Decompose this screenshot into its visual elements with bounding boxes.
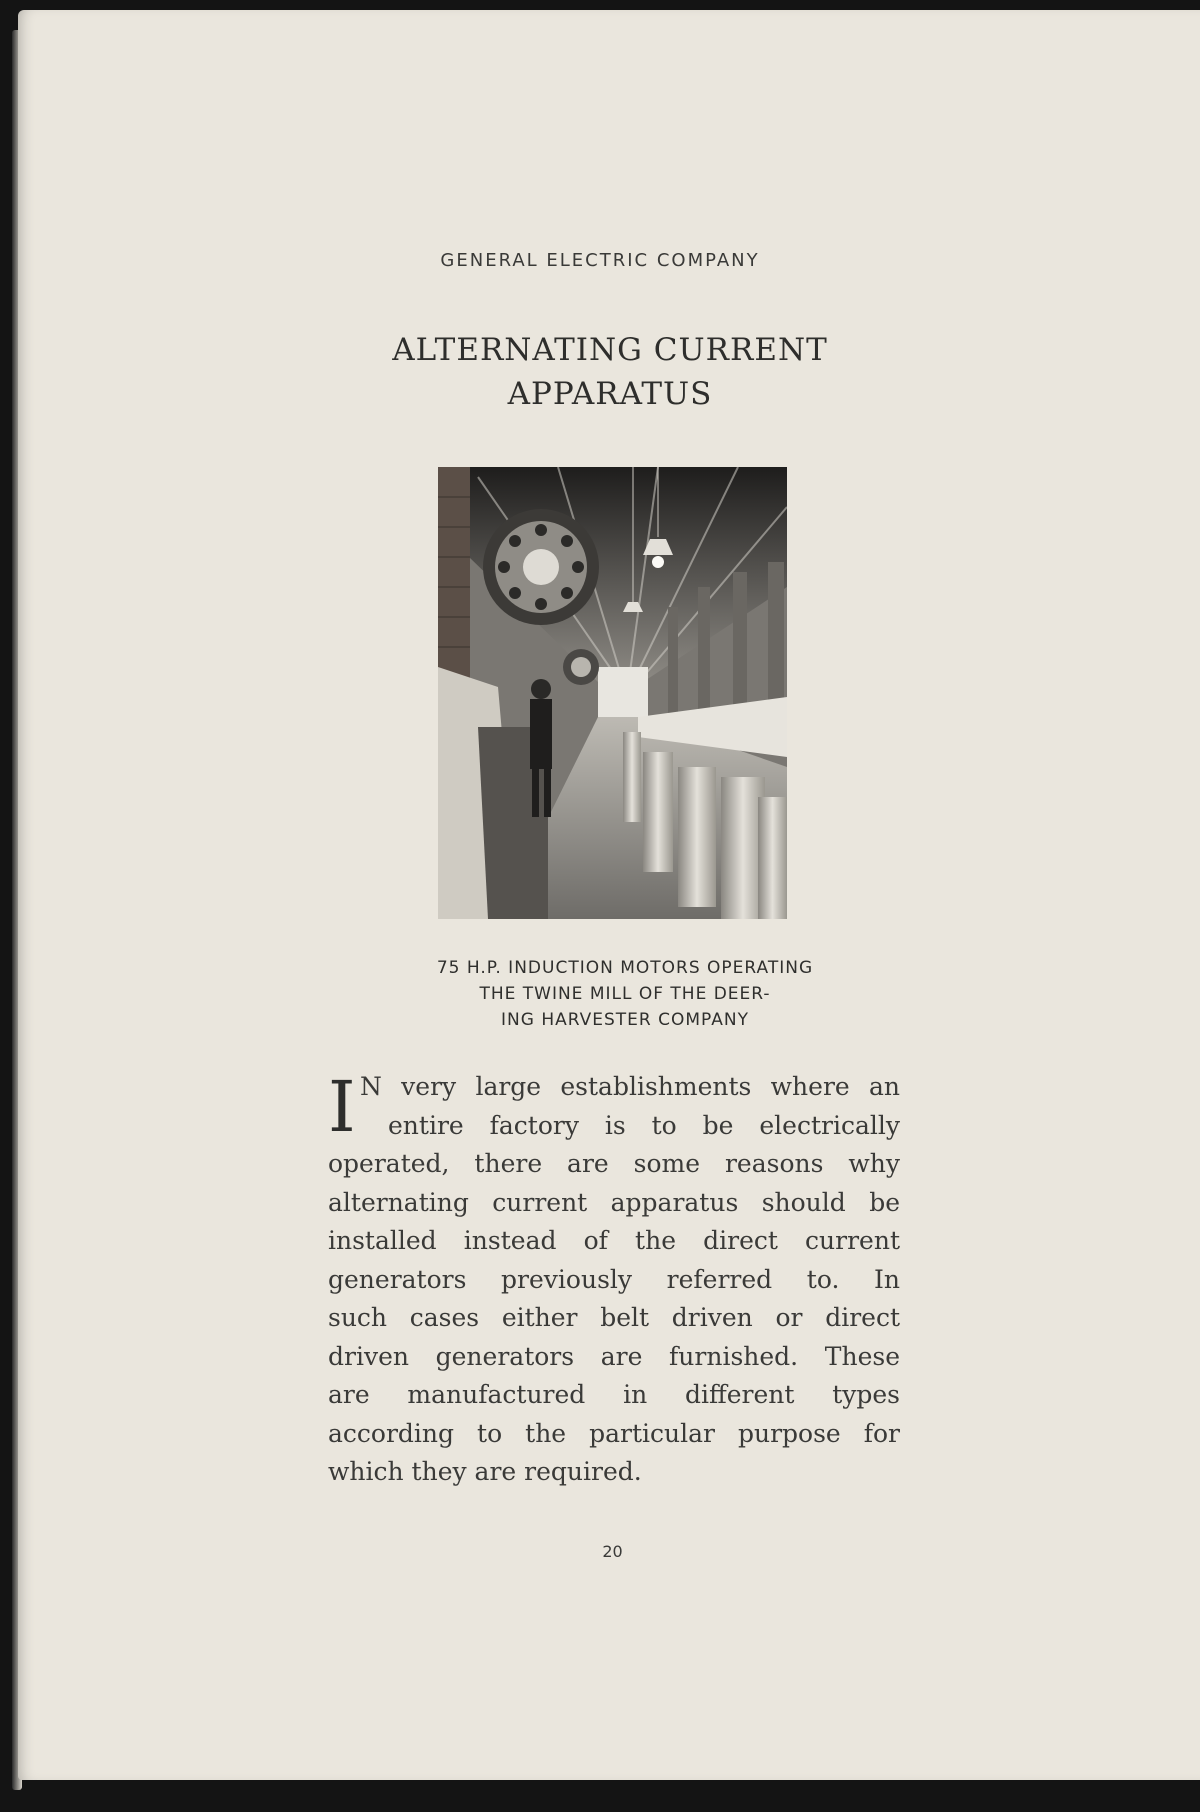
body-line-1: N very large establishments where an [360, 1072, 900, 1101]
body-line-11: which they are required. [328, 1457, 642, 1486]
drop-cap: I [328, 1066, 356, 1148]
mill-photograph [438, 467, 787, 919]
body-line-10: according to the particular purpose for [328, 1418, 900, 1448]
caption-line-2: THE TWINE MILL OF THE DEER- [479, 984, 771, 1004]
body-line-4: alternating current apparatus should be [328, 1187, 900, 1217]
body-line-7: such cases either belt driven or direct [328, 1303, 900, 1332]
body-line-2: entire factory is to be electrically [388, 1110, 900, 1140]
caption-line-3: ING HARVESTER COMPANY [501, 1010, 749, 1030]
body-line-9: are manufactured in different types [328, 1380, 900, 1409]
body-line-6: generators previously referred to. In [328, 1264, 900, 1294]
body-line-8: driven generators are furnished. These [328, 1341, 900, 1371]
page-number: 20 [602, 1542, 623, 1561]
title-line-2: APPARATUS [507, 376, 713, 412]
mill-photo-illustration [438, 467, 787, 919]
title-line-1: ALTERNATING CURRENT [392, 332, 828, 368]
body-line-3: operated, there are some reasons why [328, 1149, 900, 1178]
body-paragraph [328, 1068, 900, 1492]
running-header: GENERAL ELECTRIC COMPANY [440, 250, 760, 271]
caption-line-1: 75 H.P. INDUCTION MOTORS OPERATING [436, 958, 814, 978]
photo-caption [330, 955, 920, 1033]
body-line-5: installed instead of the direct current [328, 1226, 900, 1255]
page-title [0, 328, 1200, 416]
